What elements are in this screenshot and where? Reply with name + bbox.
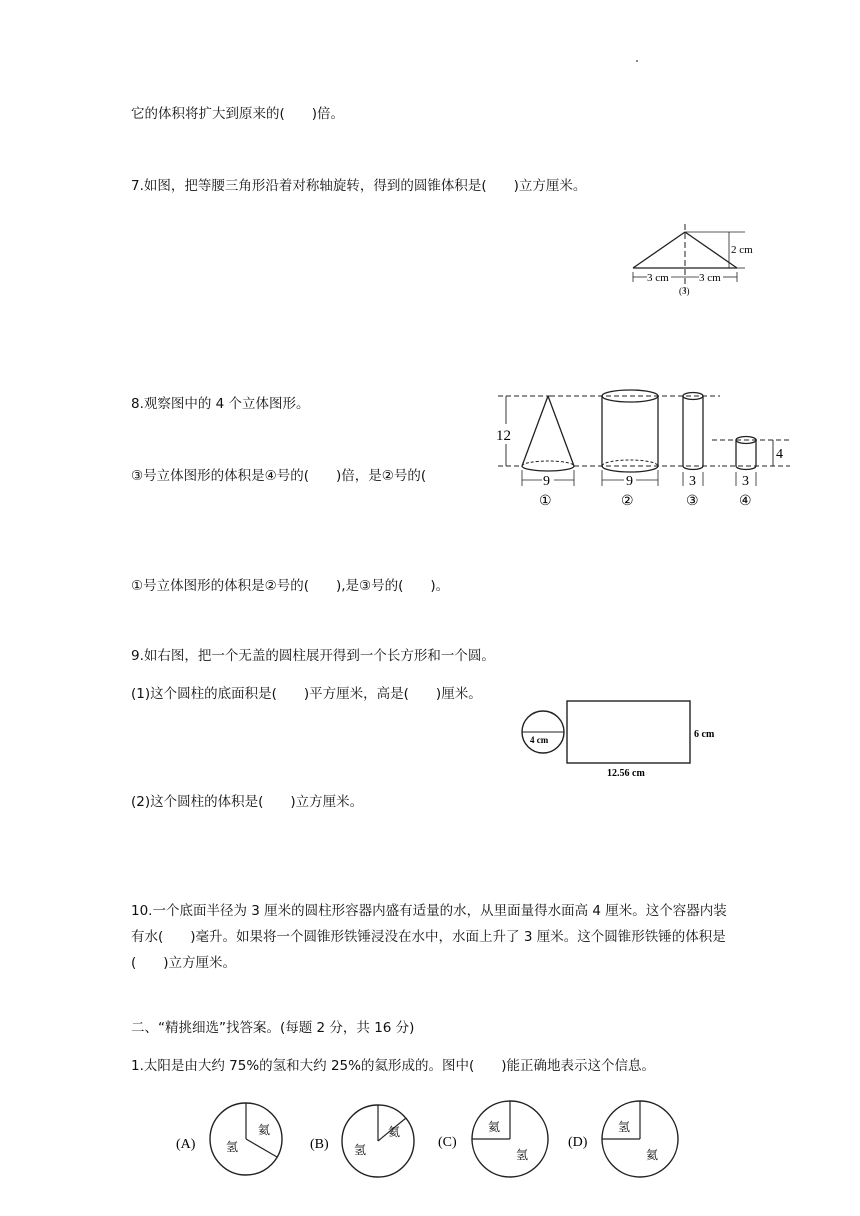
solid-4-cylinder bbox=[736, 437, 756, 470]
figure-q9-diameter-label: 4 cm bbox=[530, 735, 549, 745]
option-a-pie bbox=[210, 1103, 282, 1175]
figure-pie-options bbox=[170, 1096, 690, 1186]
figure-q7-mark: (3) bbox=[679, 286, 690, 296]
option-b-pie bbox=[342, 1105, 414, 1177]
figure-q8-number-3: ③ bbox=[686, 494, 699, 509]
figure-q8-height-label: 12 bbox=[496, 428, 511, 444]
option-d-label: (D) bbox=[568, 1135, 588, 1150]
figure-q8-small-height-label: 4 bbox=[776, 447, 783, 462]
figure-q7-height-label: 2 cm bbox=[731, 244, 753, 256]
figure-q7-left-label: 3 cm bbox=[647, 272, 669, 284]
option-c-label: (C) bbox=[438, 1135, 457, 1150]
question-8-part-b: ①号立体图形的体积是②号的( ),是③号的( )。 bbox=[131, 578, 450, 594]
option-a-he-label: 氦 bbox=[258, 1123, 271, 1137]
figure-q8-number-4: ④ bbox=[739, 494, 752, 509]
option-c-pie bbox=[472, 1101, 548, 1177]
solid-2-cylinder bbox=[602, 390, 658, 472]
figure-q8-width-2: 9 bbox=[626, 474, 633, 489]
section-2-question-1: 1.太阳是由大约 75%的氢和大约 25%的氦形成的。图中( )能正确地表示这个信息。 bbox=[131, 1058, 656, 1074]
figure-q8-width-3: 3 bbox=[689, 474, 696, 489]
question-9-part-2: (2)这个圆柱的体积是( )立方厘米。 bbox=[131, 794, 364, 810]
figure-q9-net bbox=[515, 695, 730, 780]
option-a-label: (A) bbox=[176, 1137, 196, 1152]
option-a-h-label: 氢 bbox=[226, 1140, 239, 1154]
page-dot bbox=[636, 60, 638, 62]
figure-q8-width-4: 3 bbox=[742, 474, 749, 489]
option-b-label: (B) bbox=[310, 1137, 329, 1152]
figure-q8-width-1: 9 bbox=[543, 474, 550, 489]
figure-q7-triangle bbox=[625, 222, 765, 300]
solid-3-cylinder bbox=[683, 393, 703, 470]
figure-q8-number-1: ① bbox=[539, 494, 552, 509]
figure-q7-right-label: 3 cm bbox=[699, 272, 721, 284]
figure-q9-length-label: 12.56 cm bbox=[607, 768, 645, 779]
option-c-h-label: 氢 bbox=[516, 1148, 529, 1162]
question-9: 9.如右图，把一个无盖的圆柱展开得到一个长方形和一个圆。 bbox=[131, 648, 495, 664]
option-d-he-label: 氦 bbox=[646, 1148, 659, 1162]
question-7: 7.如图，把等腰三角形沿着对称轴旋转，得到的圆锥体积是( )立方厘米。 bbox=[131, 178, 587, 194]
text-line-volume-expand: 它的体积将扩大到原来的( )倍。 bbox=[131, 106, 345, 122]
option-b-h-label: 氢 bbox=[354, 1143, 367, 1157]
option-d-h-label: 氢 bbox=[618, 1120, 631, 1134]
option-d-pie bbox=[602, 1101, 678, 1177]
section-2-heading: 二、“精挑细选”找答案。(每题 2 分，共 16 分) bbox=[131, 1020, 415, 1036]
question-10: 10.一个底面半径为 3 厘米的圆柱形容器内盛有适量的水，从里面量得水面高 4 厘米。这个容器内装有水( )毫升。如果将一个圆锥形铁锤浸没在水中，水面上升了 3 厘米。这个圆锥形铁锤的体积是( )立方厘米。 bbox=[131, 903, 727, 971]
question-8: 8.观察图中的 4 个立体图形。 bbox=[131, 396, 310, 412]
question-8-part-a: ③号立体图形的体积是④号的( )倍，是②号的( bbox=[131, 468, 427, 484]
figure-q8-number-2: ② bbox=[621, 494, 634, 509]
solid-1-cone bbox=[522, 396, 574, 471]
figure-q8-solids bbox=[490, 382, 800, 512]
option-b-he-label: 氦 bbox=[388, 1125, 401, 1139]
question-9-part-1: (1)这个圆柱的底面积是( )平方厘米，高是( )厘米。 bbox=[131, 686, 482, 702]
figure-q9-height-label: 6 cm bbox=[694, 729, 715, 740]
option-c-he-label: 氦 bbox=[488, 1120, 501, 1134]
